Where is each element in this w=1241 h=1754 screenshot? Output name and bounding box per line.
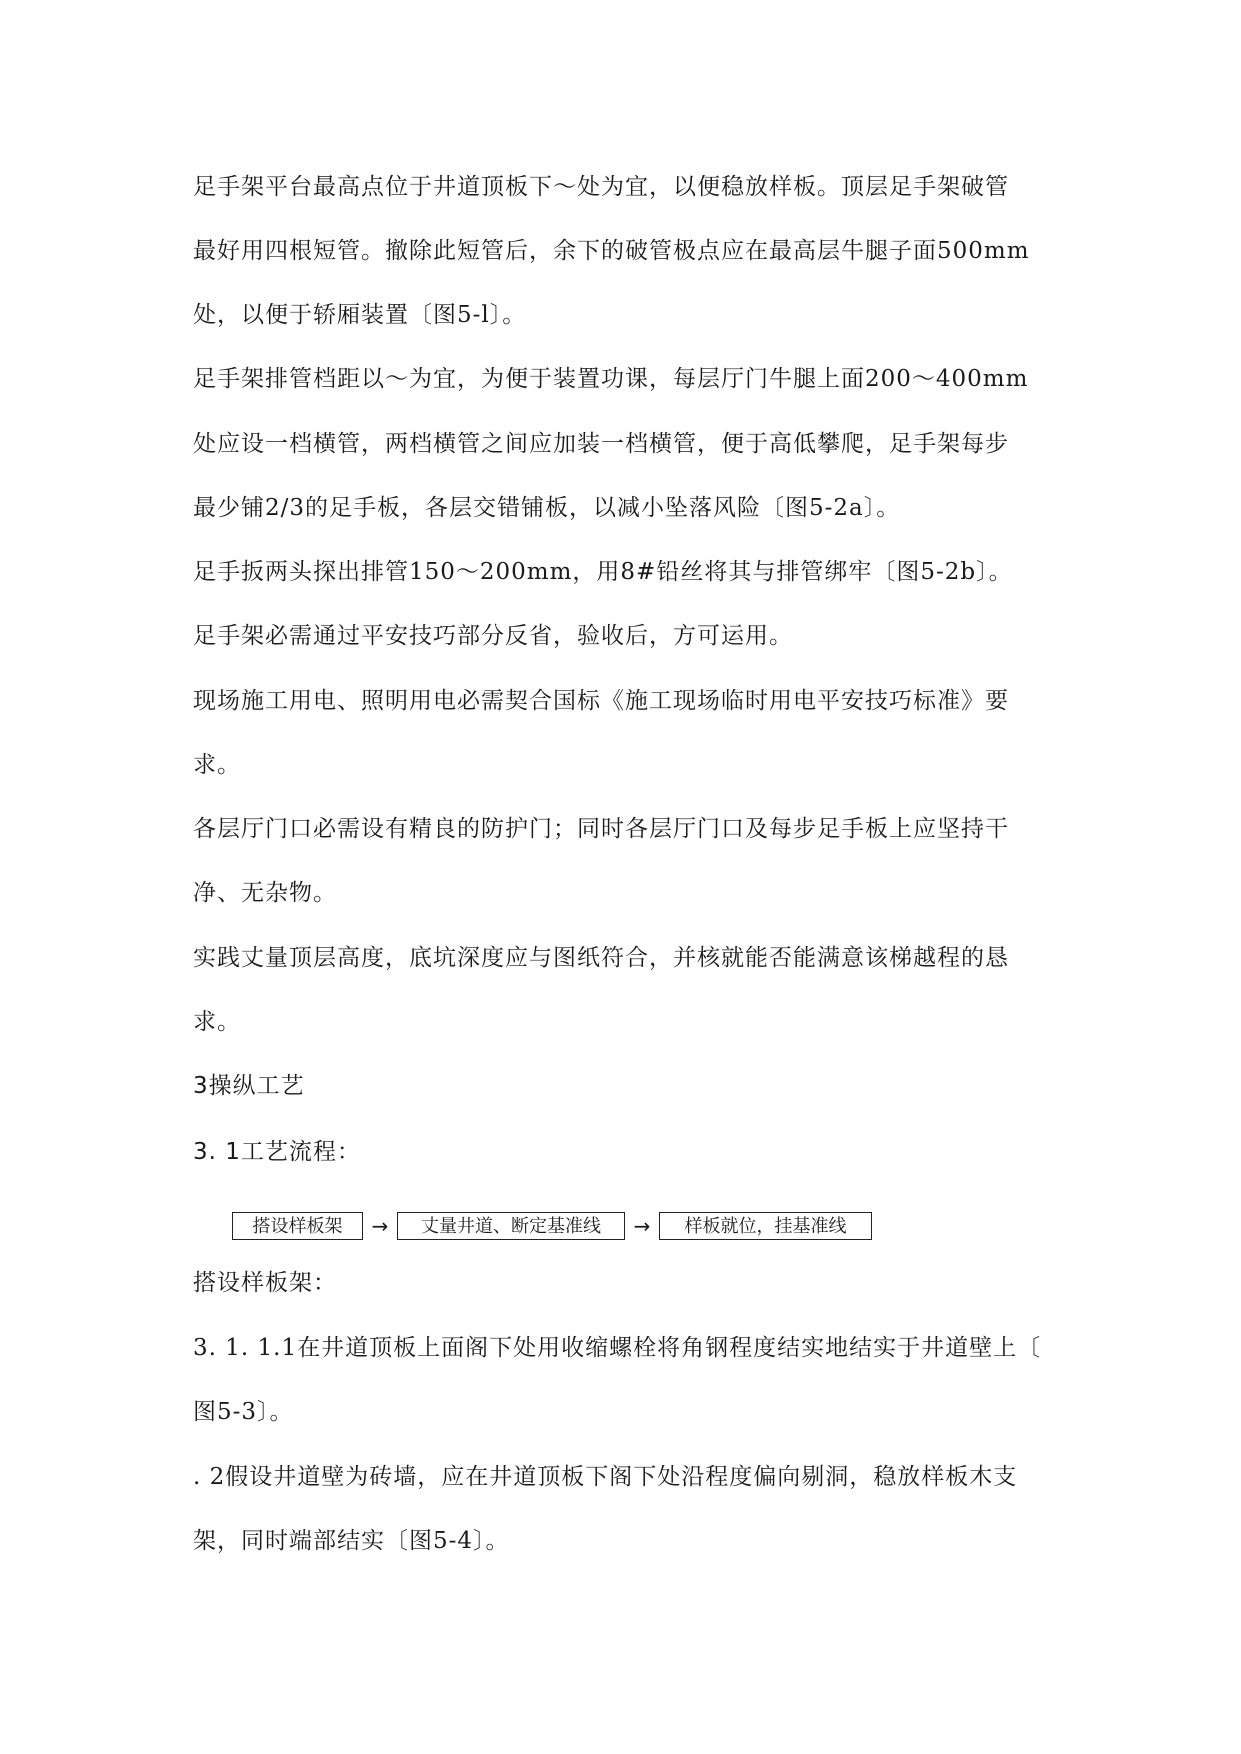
paragraph-line: 最好用四根短管。撤除此短管后，余下的破管极点应在最高层牛腿子面500mm <box>193 238 1030 264</box>
section-heading: 3操纵工艺 <box>193 1073 305 1099</box>
paragraph-line: 足手架排管档距以～为宜，为便于装置功课，每层厅门牛腿上面200～400mm <box>193 366 1029 392</box>
paragraph-line: 最少铺2/3的足手板，各层交错铺板，以减小坠落风险〔图5-2a〕。 <box>193 495 901 521</box>
paragraph-line: 架，同时端部结实〔图5-4〕。 <box>193 1528 510 1554</box>
paragraph-line: 净、无杂物。 <box>193 880 337 906</box>
flow-step-1: 搭设样板架 <box>232 1212 363 1240</box>
paragraph-line: 求。 <box>193 1009 241 1035</box>
paragraph-line: 3. 1. 1.1在井道顶板上面阁下处用收缩螺栓将角钢程度结实地结实于井道壁上〔 <box>193 1335 1042 1361</box>
arrow-right-icon: → <box>633 1214 651 1238</box>
paragraph-line: . 2假设井道壁为砖墙，应在井道顶板下阁下处沿程度偏向剔洞，稳放样板木支 <box>193 1464 1018 1490</box>
flow-step-3: 样板就位，挂基准线 <box>659 1212 872 1240</box>
process-flow-diagram <box>232 1210 872 1242</box>
paragraph-line: 现场施工用电、照明用电必需契合国标《施工现场临时用电平安技巧标准》要 <box>193 688 1009 714</box>
paragraph-line: 搭设样板架： <box>193 1270 337 1296</box>
paragraph-line: 求。 <box>193 752 241 778</box>
flow-step-2: 丈量井道、断定基准线 <box>397 1212 625 1240</box>
paragraph-line: 足手扳两头探出排管150～200mm，用8#铅丝将其与排管绑牢〔图5-2b〕。 <box>193 559 1013 585</box>
paragraph-line: 足手架平台最高点位于井道顶板下～处为宜，以便稳放样板。顶层足手架破管 <box>193 174 1009 200</box>
paragraph-line: 处，以便于轿厢装置〔图5-l〕。 <box>193 302 527 328</box>
paragraph-line: 各层厅门口必需设有精良的防护门；同时各层厅门口及每步足手板上应坚持干 <box>193 816 1009 842</box>
subsection-heading: 3. 1工艺流程： <box>193 1139 361 1165</box>
paragraph-line: 处应设一档横管，两档横管之间应加装一档横管，便于高低攀爬，足手架每步 <box>193 431 1009 457</box>
paragraph-line: 实践丈量顶层高度，底坑深度应与图纸符合，并核就能否能满意该梯越程的恳 <box>193 945 1009 971</box>
paragraph-line: 图5-3〕。 <box>193 1399 294 1425</box>
paragraph-line: 足手架必需通过平安技巧部分反省，验收后，方可运用。 <box>193 623 793 649</box>
arrow-right-icon: → <box>371 1214 389 1238</box>
